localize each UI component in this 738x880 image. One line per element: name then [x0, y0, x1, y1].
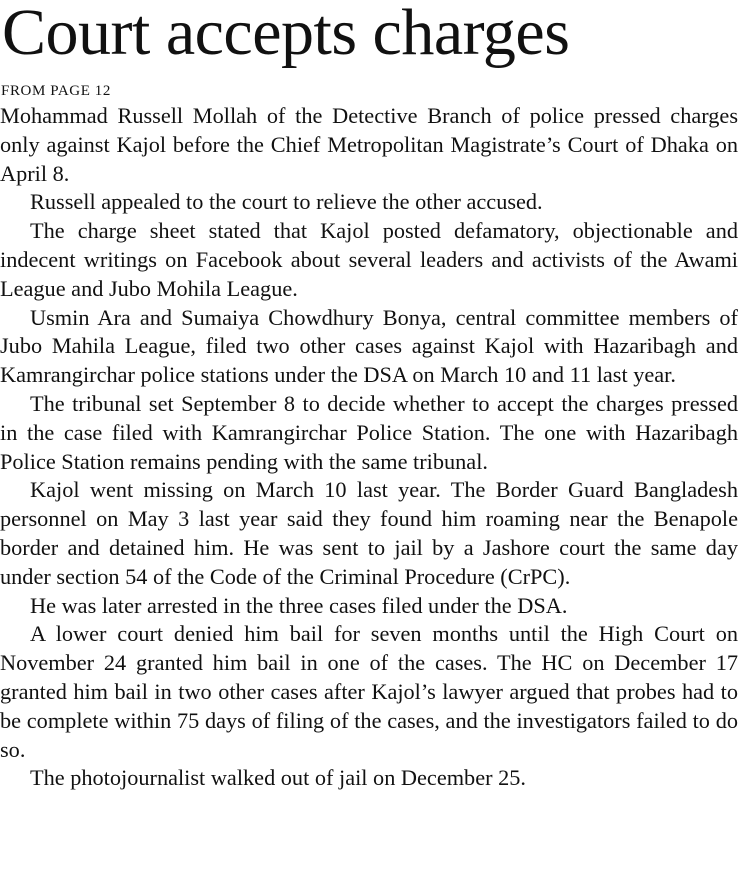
- paragraph: He was later arrested in the three cases filed under the DSA.: [30, 592, 568, 618]
- paragraph: The charge sheet stated that Kajol posted defamatory, objectionable and indecent writings on Facebook about several leaders and activists of the Awami League and Jubo Mohila League.: [0, 218, 738, 301]
- article-body: [0, 102, 738, 793]
- headline: Court accepts charges: [2, 0, 570, 69]
- paragraph: Kajol went missing on March 10 last year. The Border Guard Bangladesh personnel on May 3 last year said they found him roaming near the Benapole border and detained him. He was sent to jail by a Jashore court the same day under section 54 of the Code of the Criminal Procedure (CrPC).: [0, 477, 738, 589]
- paragraph: The photojournalist walked out of jail on December 25.: [30, 765, 526, 791]
- paragraph: Usmin Ara and Sumaiya Chowdhury Bonya, central committee members of Jubo Mahila League, filed two other cases against Kajol with Hazaribagh and Kamrangirchar police stations under the DSA on March 10 and 11 last year.: [0, 304, 738, 388]
- paragraph: A lower court denied him bail for seven months until the High Court on November 24 granted him bail in one of the cases. The HC on December 17 granted him bail in two other cases after Kajol’s lawyer argued that probes had to be complete within 75 days of filing of the cases, and the investigators failed to do so.: [0, 621, 738, 762]
- paragraph: The tribunal set September 8 to decide whether to accept the charges pressed in the case filed with Kamrangirchar Police Station. The one with Hazaribagh Police Station remains pending with the same tribunal.: [0, 390, 738, 474]
- jump-line: FROM PAGE 12: [1, 83, 112, 99]
- paragraph: Mohammad Russell Mollah of the Detective Branch of police pressed charges only against Kajol before the Chief Metropolitan Magistrate’s Court of Dhaka on April 8.: [0, 103, 738, 186]
- paragraph: Russell appealed to the court to relieve the other accused.: [30, 189, 543, 215]
